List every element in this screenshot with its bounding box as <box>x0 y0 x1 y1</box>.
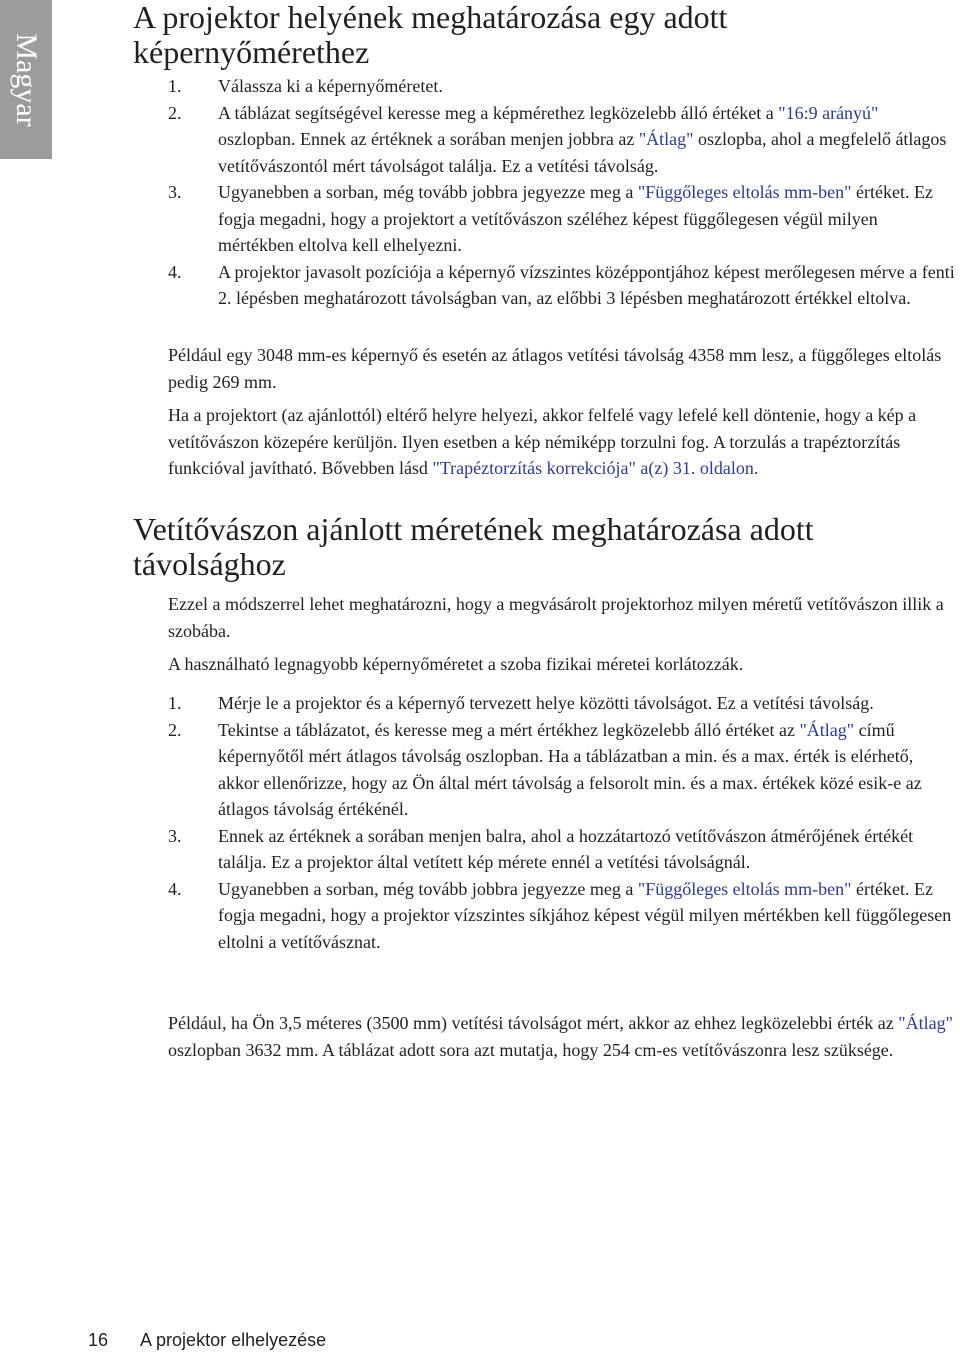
cross-reference-link[interactable]: "Függőleges eltolás mm-ben" <box>637 878 852 899</box>
list-item <box>168 690 958 717</box>
cross-reference-link[interactable]: "Átlag" <box>898 1013 953 1033</box>
list-item <box>168 100 958 180</box>
chapter-name: A projektor elhelyezése <box>140 1330 327 1350</box>
cross-reference-link[interactable]: "Függőleges eltolás mm-ben" <box>637 182 852 202</box>
text-run: Ennek az értéknek a sorában menjen balra, ahol a hozzátartozó vetítővászon átmérőjének értékét találja. Ez a projektor által vetített kép mérete ennél a vetítési távolságnál. <box>218 825 914 872</box>
page-footer <box>88 1330 326 1351</box>
list-item <box>168 73 958 100</box>
text-run: című képernyőtől mért átlagos távolság oszlopban. Ha a táblázatban a min. és a max. érték is elérhető, akkor ellenőrizze, hogy az Ön által mért távolság a felsorolt min. és a max. értékek közé esik-e az átlagos távolság értékénél. <box>218 719 922 819</box>
text-run: Tekintse a táblázatot, és keresse meg a mért értékhez legközelebb álló értéket az <box>218 719 800 740</box>
page-number: 16 <box>88 1330 109 1350</box>
text-run: Válassza ki a képernyőméretet. <box>218 76 443 96</box>
section2-steps <box>168 690 958 955</box>
cross-reference-link[interactable]: "Trapéztorzítás korrekciója" a(z) 31. oldalon. <box>432 458 759 478</box>
language-tab-label: Magyar <box>10 32 43 127</box>
text-run: oszlopba, ahol a megfelelő átlagos vetítővászontól mért távolságot találja. Ez a vetítési távolság. <box>218 129 947 176</box>
cross-reference-link[interactable]: "Átlag" <box>799 719 855 740</box>
text-run: Például, ha Ön 3,5 méteres (3500 mm) vetítési távolságot mért, akkor az ehhez legközelebbi érték az <box>168 1013 899 1033</box>
list-item-number: 2. <box>168 719 182 740</box>
section2-intro: Ezzel a módszerrel lehet meghatározni, hogy a megvásárolt projektorhoz milyen méretű vetítővászon illik a szobába. <box>168 594 944 641</box>
section2-example <box>168 1010 958 1063</box>
list-item-number: 1. <box>168 693 182 713</box>
list-item-number: 2. <box>168 102 182 123</box>
text-run: Ha a projektort (az ajánlottól) eltérő helyre helyezi, akkor felfelé vagy lefelé kell döntenie, hogy a kép a vetítővászon közepére kerüljön. Ilyen esetben a kép némiképp torzulni fog. A torzulás a trapéztorzítás funkcióval javítható. Bővebben lásd <box>168 405 917 478</box>
text-run: Ugyanebben a sorban, még tovább jobbra jegyezze meg a <box>218 878 638 899</box>
text-run: Ugyanebben a sorban, még tovább jobbra jegyezze meg a <box>218 182 638 202</box>
list-item <box>168 259 958 312</box>
list-item-number: 4. <box>168 878 182 899</box>
section2-title: Vetítővászon ajánlott méretének meghatározása adott távolsághoz <box>133 511 814 582</box>
text-run: oszlopban. Ennek az értéknek a sorában menjen jobbra az <box>218 129 639 149</box>
list-item <box>168 717 958 823</box>
section1-note <box>168 402 958 482</box>
list-item <box>168 179 958 259</box>
text-run: értéket. Ez fogja megadni, hogy a projektort a vetítővászon széléhez képest függőlegesen végül milyen mértékben eltolva kell elhelyezni. <box>218 182 933 255</box>
cross-reference-link[interactable]: "Átlag" <box>638 129 694 149</box>
section1-example: Például egy 3048 mm-es képernyő és esetén az átlagos vetítési távolság 4358 mm lesz, a függőleges eltolás pedig 269 mm. <box>168 345 942 392</box>
list-item-number: 3. <box>168 182 182 202</box>
text-run: A táblázat segítségével keresse meg a képmérethez legközelebb álló értéket a <box>218 102 779 123</box>
language-tab <box>0 0 52 159</box>
list-item-number: 4. <box>168 261 182 282</box>
list-item <box>168 823 958 876</box>
list-item <box>168 876 958 956</box>
list-item-number: 1. <box>168 76 182 96</box>
section1-title: A projektor helyének meghatározása egy adott képernyőmérethez <box>133 0 728 70</box>
text-run: A projektor javasolt pozíciója a képernyő vízszintes középpontjához képest merőlegesen mérve a fenti 2. lépésben meghatározott távolságban van, az előbbi 3 lépésben meghatározott értékkel eltolva. <box>218 261 955 308</box>
text-run: oszlopban 3632 mm. A táblázat adott sora azt mutatja, hogy 254 cm-es vetítővászonra lesz szüksége. <box>168 1039 894 1060</box>
list-item-number: 3. <box>168 825 182 846</box>
section1-steps <box>168 73 958 312</box>
text-run: Mérje le a projektor és a képernyő tervezett helye közötti távolságot. Ez a vetítési távolság. <box>218 693 874 713</box>
section2-limit-note: A használható legnagyobb képernyőméretet a szoba fizikai méretei korlátozzák. <box>168 654 744 674</box>
cross-reference-link[interactable]: "16:9 arányú" <box>778 102 879 123</box>
text-run: értéket. Ez fogja megadni, hogy a projektor vízszintes síkjához képest végül milyen mértékben kell függőlegesen eltolni a vetítővásznat. <box>218 878 952 952</box>
